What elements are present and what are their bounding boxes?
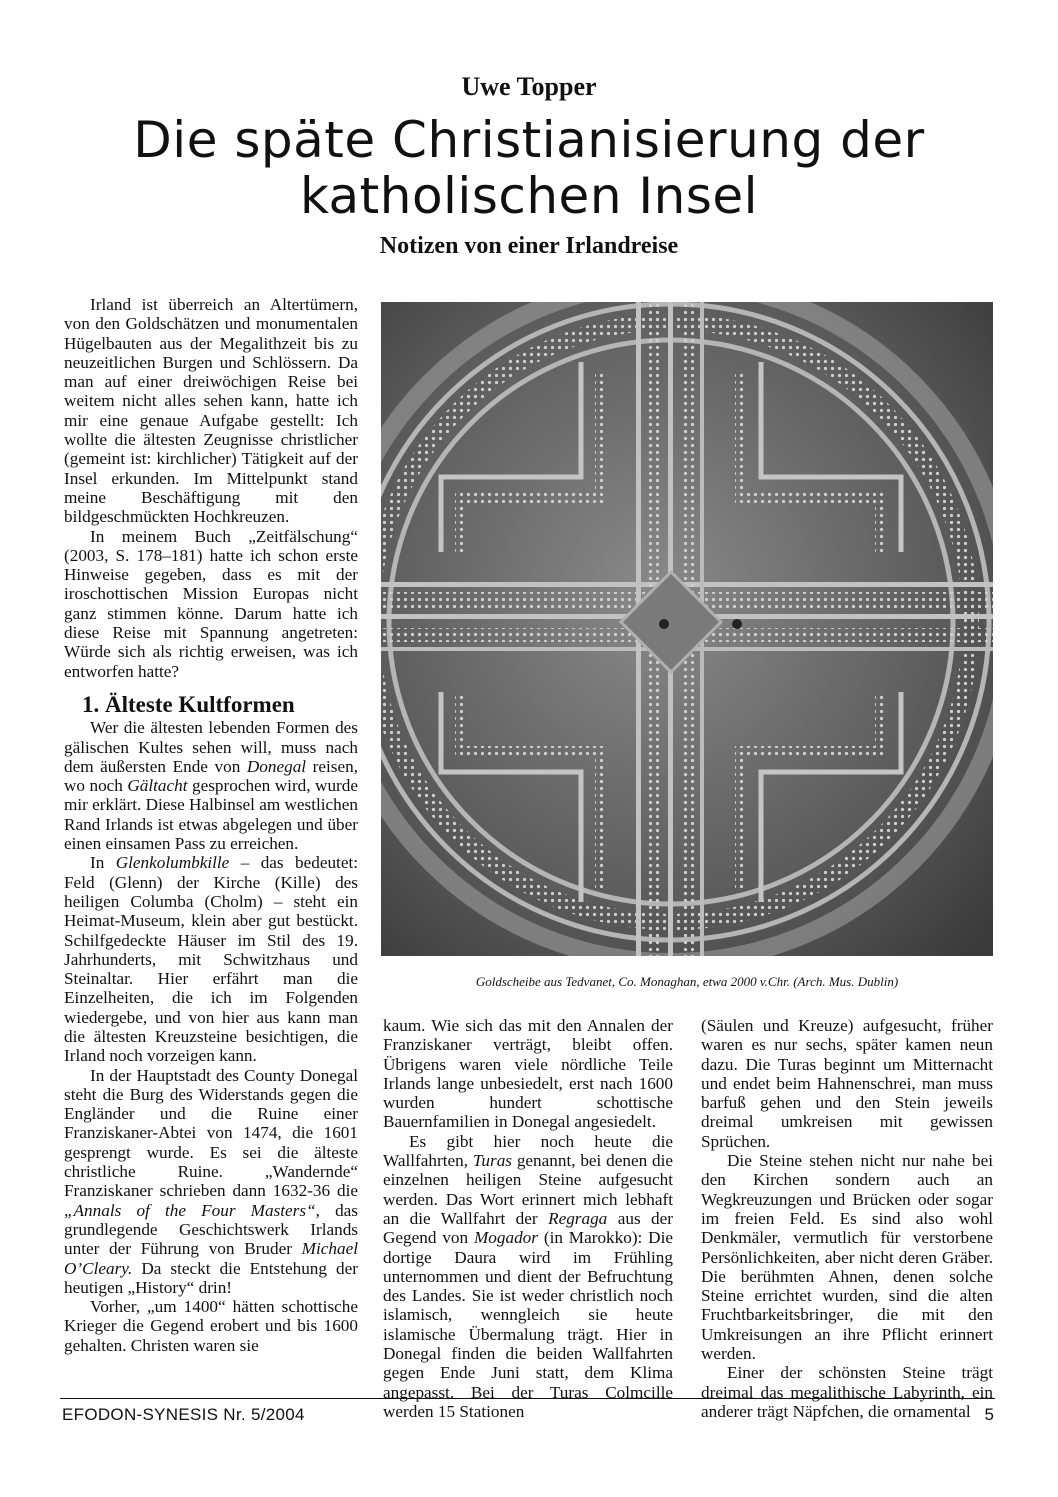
paragraph: kaum. Wie sich das mit den Annalen der Franziskaner verträgt, bleibt offen. Übrigens waren viele nördliche Teile Irlands lange unbesiedelt, erst nach 1600 wurden hundert schottische Bauernfamilien in Donegal angesiedelt. — [383, 1016, 673, 1132]
paragraph: (Säulen und Kreuze) aufgesucht, früher waren es nur sechs, später kamen neun dazu. Die Turas beginnt um Mitternacht und endet beim Hahnenschrei, man muss barfuß gehen und den Stein jeweils dreimal umkreisen mit gewissen Sprüchen. — [701, 1016, 993, 1151]
footer-divider — [60, 1398, 995, 1399]
article-subtitle: Notizen von einer Irlandreise — [379, 233, 679, 259]
article-title: Die späte Christianisierung der katholischen Insel — [133, 111, 925, 225]
paragraph: Vorher, „um 1400“ hätten schottische Krieger die Gegend erobert und bis 1600 gehalten. Christen waren sie — [64, 1297, 358, 1355]
section-heading: 1. Älteste Kultformen — [82, 691, 295, 717]
gold-disc-photo — [381, 302, 993, 956]
paragraph: In meinem Buch „Zeitfälschung“ (2003, S. 178–181) hatte ich schon erste Hinweise gegeben, dass es mit der iroschottischen Mission Europas nicht ganz stimmen könne. Darum hatte ich diese Reise mit Spannung angetreten: Würde sich als richtig erweisen, was ich entworfen hatte? — [64, 526, 358, 681]
author-name: Uwe Topper — [461, 72, 597, 101]
paragraph: Es gibt hier noch heute die Wallfahrten, Turas genannt, bei denen die einzelnen heiligen Steine aufgesucht werden. Das Wort erinnert mich lebhaft an die Wallfahrt der Regraga aus der Gegend von Mogador (in Marokko): Die dortige Daura wird im Frühling unternommen und dient der Befruchtung des Landes. Sie ist weder christlich noch islamisch, wenngleich sie heute islamische Übermalung trägt. Hier in Donegal finden die beiden Wallfahrten gegen Ende Juni statt, dem Klima angepasst. Bei der Turas Colmcille werden 15 Stationen — [383, 1131, 674, 1421]
paragraph: Wer die ältesten lebenden Formen des gälischen Kultes sehen will, muss nach dem äußersten Ende von Donegal reisen, wo noch Gältacht gesprochen wird, wurde mir erklärt. Diese Halbinsel am westlichen Rand Irlands ist etwas abgelegen und über einen einsamen Pass zu erreichen. — [64, 718, 359, 854]
paragraph: Einer der schönsten Steine trägt dreimal das megalithische Labyrinth, ein anderer trägt Näpfchen, die ornamental — [701, 1363, 993, 1421]
text-column-2 — [383, 1016, 673, 1421]
text-column-3 — [701, 1016, 993, 1421]
page-number: 5 — [984, 1405, 994, 1424]
gold-disc-image — [381, 302, 993, 956]
journal-name: EFODON-SYNESIS Nr. 5/2004 — [62, 1405, 305, 1424]
paragraph: Die Steine stehen nicht nur nahe bei den Kirchen sondern auch an Wegkreuzungen und Brücken oder sogar im freien Feld. Es sind also wohl Denkmäler, vermutlich für verstorbene Persönlichkeiten, aber nicht deren Gräber. Die berühmten Ahnen, denen solche Steine errichtet wurden, sind die alten Fruchtbarkeitsbringer, die mit den Umkreisungen an ihre Pflicht erinnert werden. — [701, 1151, 993, 1364]
paragraph: In der Hauptstadt des County Donegal steht die Burg des Widerstands gegen die Engländer und die Ruine einer Franziskaner-Abtei von 1474, die 1601 gesprengt wurde. Es sei die älteste christliche Ruine. „Wandernde“ Franziskaner schrieben dann 1632-36 die „Annals of the Four Masters“, das grundlegende Geschichtswerk Irlands unter der Führung von Bruder Michael O’Cleary. Da steckt die Entstehung der heutigen „History“ drin! — [64, 1065, 358, 1297]
paragraph: In Glenkolumbkille – das bedeutet: Feld (Glenn) der Kirche (Kille) des heiligen Columba (Cholm) – steht ein Heimat-Museum, klein aber gut bestückt. Schilfgedeckte Häuser im Stil des 19. Jahrhunderts, mit Schwitzhaus und Steinaltar. Hier erfährt man die Einzelheiten, die ich im Folgenden wiedergebe, und von hier aus kann man die ältesten Kreuzsteine besichtigen, die Irland noch vorzeigen kann. — [64, 853, 358, 1066]
text-column-1 — [64, 295, 358, 1355]
paragraph: Irland ist überreich an Altertümern, von den Goldschätzen und monumentalen Hügelbauten aus der Megalithzeit bis zu neuzeitlichen Burgen und Schlössern. Da man auf einer dreiwöchigen Reise bei weitem nicht alles sehen kann, hatte ich mir eine genaue Aufgabe gestellt: Ich wollte die ältesten Zeugnisse christlicher (gemeint ist: kirchlicher) Tätigkeit auf der Insel erkunden. Im Mittelpunkt stand meine Beschäftigung mit den bildgeschmückten Hochkreuzen. — [64, 295, 358, 527]
figure-caption: Goldscheibe aus Tedvanet, Co. Monaghan, etwa 2000 v.Chr. (Arch. Mus. Dublin) — [475, 974, 899, 989]
